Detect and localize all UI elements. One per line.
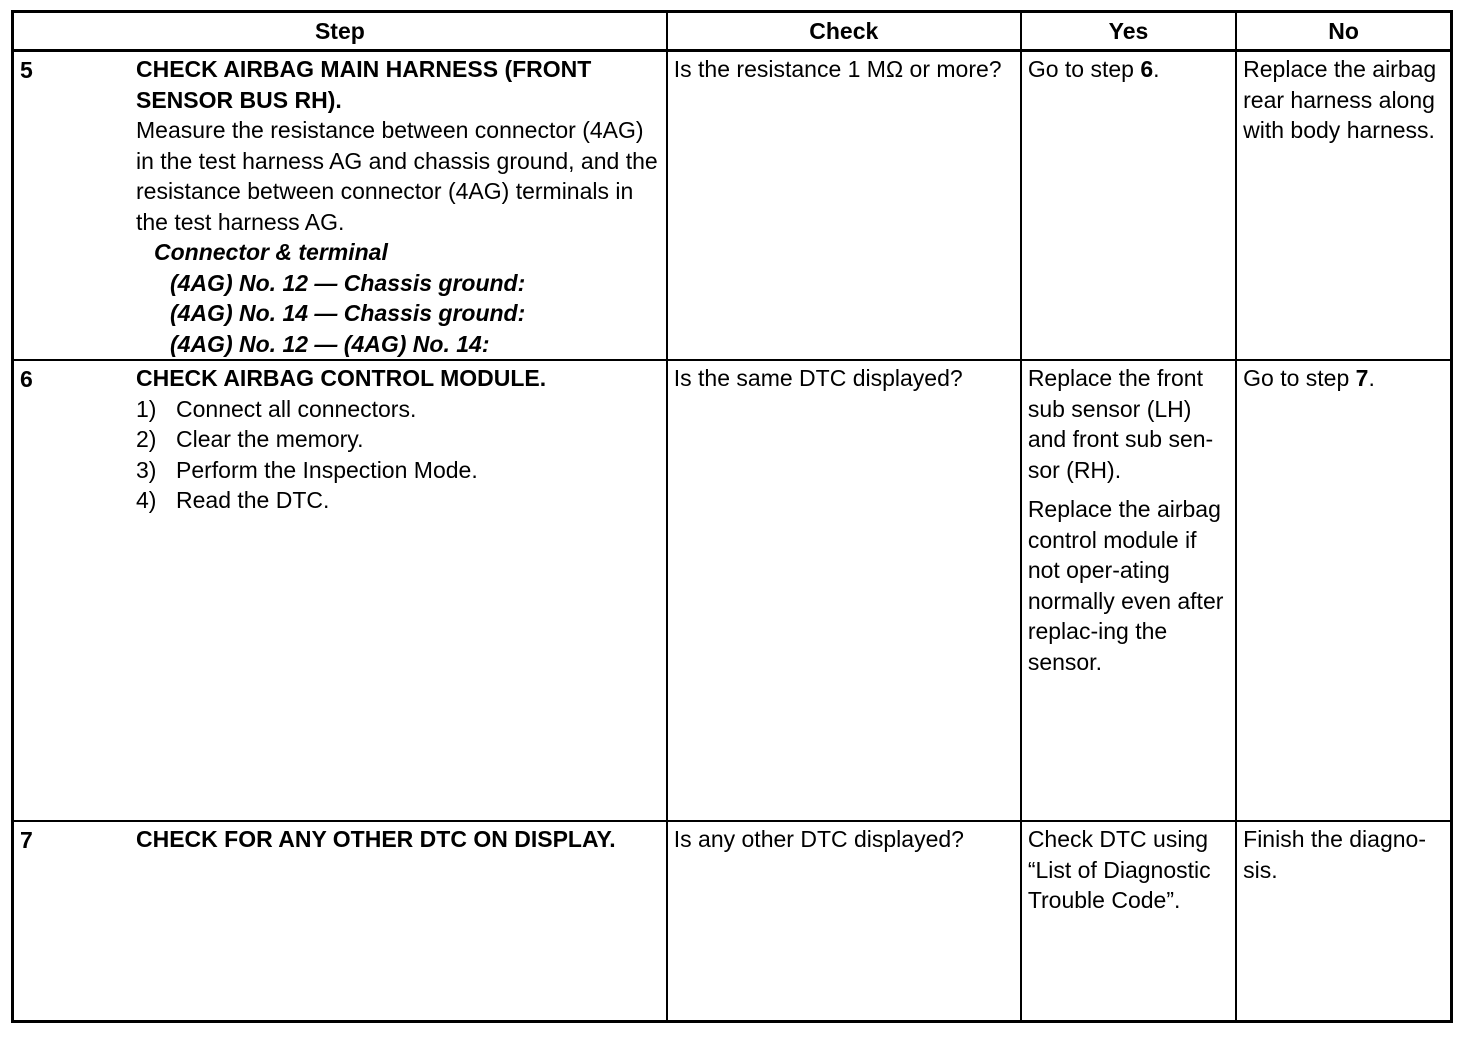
check-cell <box>667 51 1021 361</box>
no-cell <box>1236 51 1451 361</box>
procedure-number: 3) <box>136 456 157 483</box>
no-prefix: Go to step <box>1243 365 1356 391</box>
yes-suffix: . <box>1153 56 1160 82</box>
yes-prefix: Go to step <box>1027 56 1141 82</box>
step-title: CHECK AIRBAG CONTROL MODULE. <box>136 365 547 391</box>
header-no: No <box>1236 12 1451 51</box>
no-action: Replace the airbag rear harness along with body harness. <box>1243 56 1437 143</box>
yes-step-ref: 6 <box>1140 56 1154 82</box>
procedure-list <box>136 394 660 516</box>
no-step-ref: 7 <box>1355 365 1369 391</box>
yes-cell <box>1021 360 1236 821</box>
procedure-item <box>136 394 660 425</box>
step-title: CHECK FOR ANY OTHER DTC ON DISPLAY. <box>136 826 616 852</box>
procedure-text: Perform the Inspection Mode. <box>176 456 478 483</box>
header-check: Check <box>667 12 1021 51</box>
no-action: Finish the diagno-sis. <box>1243 826 1426 883</box>
check-question: Is the resistance 1 MΩ or more? <box>673 56 1002 82</box>
step-cell <box>13 821 667 1022</box>
yes-paragraph: Replace the airbag control module if not oper-ating normally even after replac-ing the sensor. <box>1027 496 1224 675</box>
step-cell <box>13 360 667 821</box>
step-number: 6 <box>20 366 33 392</box>
yes-cell <box>1021 821 1236 1022</box>
header-step: Step <box>13 12 667 51</box>
step-title: CHECK AIRBAG MAIN HARNESS (FRONT SENSOR BUS RH). <box>136 56 592 113</box>
no-suffix: . <box>1368 365 1375 391</box>
table-header-row <box>13 12 1452 51</box>
procedure-number: 2) <box>136 426 157 452</box>
yes-action: Check DTC using “List of Diagnostic Trouble Code”. <box>1027 826 1211 913</box>
yes-cell <box>1021 51 1236 361</box>
no-cell <box>1236 360 1451 821</box>
diagnostic-table <box>11 10 1453 1023</box>
header-yes: Yes <box>1021 12 1236 51</box>
table-row <box>13 821 1452 1022</box>
procedure-text: Connect all connectors. <box>176 395 417 422</box>
table-row <box>13 360 1452 821</box>
procedure-item <box>136 455 660 486</box>
no-cell <box>1236 821 1451 1022</box>
check-question: Is any other DTC displayed? <box>673 826 964 852</box>
check-question: Is the same DTC displayed? <box>673 365 963 391</box>
procedure-number: 1) <box>136 395 157 422</box>
diagnostic-procedure-sheet <box>11 10 1453 1023</box>
procedure-text: Clear the memory. <box>176 426 364 452</box>
spec-item: (4AG) No. 12 — (4AG) No. 14: <box>170 330 490 357</box>
check-cell <box>667 360 1021 821</box>
spec-heading: Connector & terminal <box>154 239 388 265</box>
spec-item: (4AG) No. 12 — Chassis ground: <box>170 269 526 296</box>
step-number: 5 <box>20 57 33 83</box>
procedure-number: 4) <box>136 487 157 513</box>
yes-paragraph: Replace the front sub sensor (LH) and front sub sen-sor (RH). <box>1027 365 1214 483</box>
spec-item: (4AG) No. 14 — Chassis ground: <box>170 300 526 326</box>
step-description: Measure the resistance between connector (4AG) in the test harness AG and chassis ground, and the resistance between connector (4AG) terminals in the test harness AG. <box>136 117 658 235</box>
check-cell <box>667 821 1021 1022</box>
table-row <box>13 51 1452 361</box>
procedure-item <box>136 485 660 516</box>
step-number: 7 <box>20 827 33 853</box>
step-cell <box>13 51 667 361</box>
procedure-text: Read the DTC. <box>176 487 330 513</box>
procedure-item <box>136 424 660 455</box>
